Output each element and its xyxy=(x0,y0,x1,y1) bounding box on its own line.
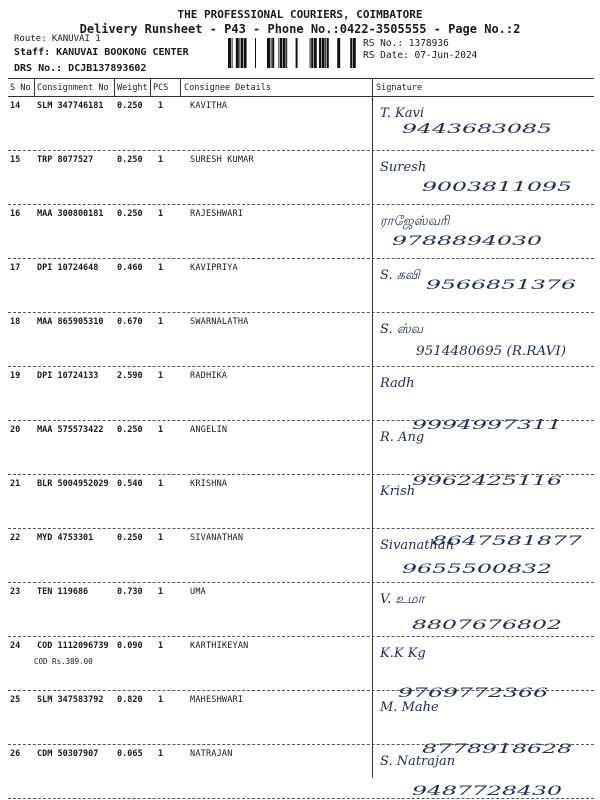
row-consignment-no: MAA 575573422 xyxy=(37,425,104,435)
signature xyxy=(372,583,594,635)
drs-number: DRS No.: DCJB137893602 xyxy=(14,63,147,74)
row-sno: 21 xyxy=(10,479,21,489)
signature xyxy=(372,205,594,257)
row-pcs: 1 xyxy=(158,533,164,543)
signature-phone: 8647581877 xyxy=(432,534,584,549)
signature xyxy=(372,259,594,311)
row-weight: 0.065 xyxy=(117,749,143,759)
signature xyxy=(372,367,594,433)
signature-name: K.K Kg xyxy=(380,646,426,661)
row-weight: 0.820 xyxy=(117,695,143,705)
signature-name: S. ஸ்வ xyxy=(380,322,424,337)
signature xyxy=(372,313,594,365)
table-row xyxy=(0,745,600,799)
row-consignee: NATRAJAN xyxy=(190,749,233,759)
row-pcs: 1 xyxy=(158,479,164,489)
row-weight: 0.250 xyxy=(117,101,143,111)
row-sno: 18 xyxy=(10,317,21,327)
signature xyxy=(372,421,594,489)
row-weight: 0.250 xyxy=(117,155,143,165)
row-pcs: 1 xyxy=(158,587,164,597)
row-sno: 20 xyxy=(10,425,21,435)
row-consignee: SURESH KUMAR xyxy=(190,155,254,165)
page-title: THE PROFESSIONAL COURIERS, COIMBATORE xyxy=(177,8,423,21)
row-sno: 22 xyxy=(10,533,21,543)
signature-name: Krish xyxy=(380,484,416,499)
signature-name: R. Ang xyxy=(380,430,425,445)
signature-name: M. Mahe xyxy=(380,700,439,715)
signature-name: Sivanathan xyxy=(380,538,455,553)
signature-phone: 8807676802 xyxy=(412,618,562,633)
row-consignee: ANGELIN xyxy=(190,425,228,435)
signature-name: S. Natrajan xyxy=(380,754,456,769)
row-sno: 24 xyxy=(10,641,21,651)
signature-phone: 9655500832 xyxy=(402,562,552,577)
row-consignee: MAHESHWARI xyxy=(190,695,244,705)
row-sno: 16 xyxy=(10,209,21,219)
row-consignment-no: DPI 10724133 xyxy=(37,371,99,381)
signature-phone: 9994997311 xyxy=(412,418,562,433)
signature-phone: 9487728430 xyxy=(412,784,562,799)
row-sno: 19 xyxy=(10,371,21,381)
signature-phone: 9962425116 xyxy=(412,474,562,489)
table-row xyxy=(0,583,600,637)
col-divider xyxy=(180,78,181,96)
signature-name: Suresh xyxy=(380,160,427,175)
rs-number: RS No.: 1378936 xyxy=(363,38,449,49)
row-consignment-no: MYD 4753301 xyxy=(37,533,94,543)
row-consignment-no: SLM 347583792 xyxy=(37,695,104,705)
col-header-sno: S No xyxy=(10,83,31,93)
signature xyxy=(372,529,594,581)
row-pcs: 1 xyxy=(158,101,164,111)
row-pcs: 1 xyxy=(158,641,164,651)
table-row xyxy=(0,529,600,583)
signature xyxy=(372,97,594,149)
table-row xyxy=(0,259,600,313)
table-top-border xyxy=(8,78,594,79)
col-header-consignment: Consignment No xyxy=(37,83,109,93)
table-row xyxy=(0,97,600,151)
row-consignment-no: MAA 300800181 xyxy=(37,209,104,219)
row-consignment-no: MAA 865905310 xyxy=(37,317,104,327)
signature xyxy=(372,637,594,701)
row-consignee: RADHIKA xyxy=(190,371,228,381)
row-cod-amount: COD Rs.389.00 xyxy=(34,657,93,666)
row-consignee: UMA xyxy=(190,587,206,597)
row-consignee: KAVITHA xyxy=(190,101,228,111)
signature-phone: 9003811095 xyxy=(422,180,572,195)
row-weight: 0.090 xyxy=(117,641,143,651)
col-header-signature: Signature xyxy=(376,83,423,93)
table-row xyxy=(0,151,600,205)
row-sno: 15 xyxy=(10,155,21,165)
row-sno: 14 xyxy=(10,101,21,111)
barcode-icon xyxy=(228,38,358,68)
rs-date: RS Date: 07-Jun-2024 xyxy=(363,50,478,61)
signature-phone: 8778918628 xyxy=(422,742,572,757)
row-consignment-no: BLR 5004952029 xyxy=(37,479,109,489)
col-divider xyxy=(150,78,151,96)
row-weight: 0.250 xyxy=(117,425,143,435)
row-pcs: 1 xyxy=(158,749,164,759)
signature xyxy=(372,745,594,797)
row-consignee: KARTHIKEYAN xyxy=(190,641,249,651)
row-consignment-no: TEN 119686 xyxy=(37,587,89,597)
table-row xyxy=(0,313,600,367)
row-consignee: KAVIPRIYA xyxy=(190,263,238,273)
row-consignment-no: CDM 50307907 xyxy=(37,749,99,759)
signature-name: V. உமா xyxy=(380,592,425,607)
row-pcs: 1 xyxy=(158,209,164,219)
signature-name: T. Kavi xyxy=(380,106,424,121)
row-sno: 17 xyxy=(10,263,21,273)
row-sno: 26 xyxy=(10,749,21,759)
row-sno: 25 xyxy=(10,695,21,705)
col-divider xyxy=(114,78,115,96)
signature-phone: 9443683085 xyxy=(402,122,552,137)
row-consignment-no: TRP 8077527 xyxy=(37,155,94,165)
signature-phone: 9566851376 xyxy=(426,278,576,293)
row-pcs: 1 xyxy=(158,155,164,165)
row-weight: 0.250 xyxy=(117,209,143,219)
row-consignee: KRISHNA xyxy=(190,479,228,489)
signature-name: S. கவி xyxy=(380,268,420,283)
col-header-weight: Weight xyxy=(117,83,148,93)
signature-phone: 9514480695 (R.RAVI) xyxy=(416,344,566,359)
row-pcs: 1 xyxy=(158,371,164,381)
row-consignee: SIVANATHAN xyxy=(190,533,244,543)
row-pcs: 1 xyxy=(158,695,164,705)
col-header-pcs: PCS xyxy=(153,83,169,93)
row-pcs: 1 xyxy=(158,263,164,273)
signature-name: ராஜேஸ்வரி xyxy=(380,214,450,229)
row-weight: 0.540 xyxy=(117,479,143,489)
row-pcs: 1 xyxy=(158,425,164,435)
table-row xyxy=(0,205,600,259)
row-weight: 0.460 xyxy=(117,263,143,273)
row-consignee: RAJESHWARI xyxy=(190,209,244,219)
row-consignment-no: COD 1112096739 xyxy=(37,641,109,651)
row-consignment-no: DPI 10724648 xyxy=(37,263,99,273)
row-weight: 0.670 xyxy=(117,317,143,327)
signature xyxy=(372,151,594,203)
row-weight: 0.730 xyxy=(117,587,143,597)
row-pcs: 1 xyxy=(158,317,164,327)
col-header-consignee: Consignee Details xyxy=(184,83,271,93)
signature xyxy=(372,691,594,757)
runsheet-subtitle: Delivery Runsheet - P43 - Phone No.:0422-3505555 - Page No.:2 xyxy=(79,22,521,36)
row-consignee: SWARNALATHA xyxy=(190,317,249,327)
row-separator xyxy=(8,798,594,799)
row-consignment-no: SLM 347746181 xyxy=(37,101,104,111)
staff-label: Staff: KANUVAI BOOKONG CENTER xyxy=(14,47,189,58)
row-weight: 2.590 xyxy=(117,371,143,381)
signature-phone: 9769772366 xyxy=(398,686,548,701)
signature-phone: 9788894030 xyxy=(392,234,542,249)
col-divider xyxy=(34,78,35,96)
signature-name: Radh xyxy=(380,376,415,391)
route-label: Route: KANUVAI 1 xyxy=(14,34,101,44)
row-sno: 23 xyxy=(10,587,21,597)
row-weight: 0.250 xyxy=(117,533,143,543)
